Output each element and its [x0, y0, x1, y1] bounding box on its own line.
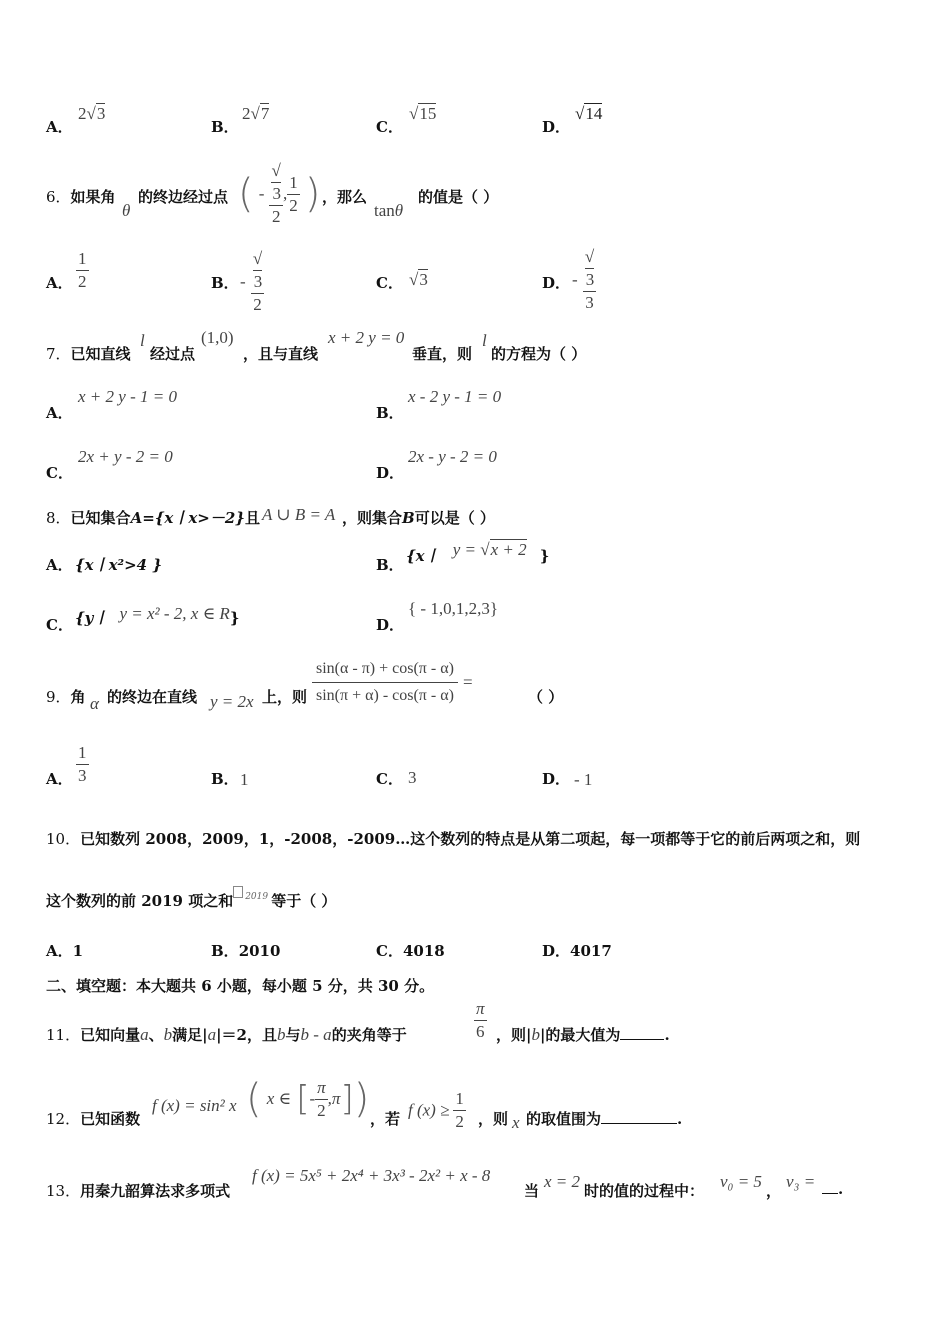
- q6-text3: ，那么: [322, 188, 368, 206]
- q10-option-d-value: 4017: [570, 942, 612, 960]
- q5-option-d-value: [575, 104, 602, 124]
- q9-option-d-label: D．: [542, 770, 571, 788]
- q8-text4: 可以是（ ）: [414, 509, 495, 527]
- q12-domain-pi: π: [315, 1077, 328, 1100]
- q6-option-d-num: √ 3: [583, 246, 597, 292]
- q11-tail: [496, 1024, 670, 1045]
- broken-image-icon: [233, 886, 243, 898]
- q6-option-d-minus: -: [572, 270, 578, 289]
- q6-option-c-radicand: 3: [419, 270, 428, 289]
- q7-text4: 垂直，则: [412, 345, 473, 363]
- q12-text3: ，则: [478, 1110, 509, 1128]
- q7-text2: 经过点: [150, 345, 196, 363]
- q6-tan-theta: θ: [394, 201, 404, 220]
- q6-tan-fn: tan: [374, 201, 395, 220]
- left-paren-icon: (: [238, 171, 254, 217]
- q8-text1: 已知集合: [70, 509, 131, 527]
- q11-b-minus-a: b - a: [300, 1025, 332, 1044]
- q8-option-c-value: [75, 604, 239, 628]
- q6-point-frac2-den: 2: [289, 195, 298, 215]
- q11-text5: 的夹角等于: [331, 1026, 407, 1044]
- q9-option-d-value: - 1: [574, 770, 593, 789]
- q6-point-comma: ,: [282, 184, 288, 203]
- q11-b3: b: [531, 1025, 540, 1044]
- q11-b: b: [163, 1025, 173, 1044]
- q6-number: 6．: [46, 188, 71, 206]
- q8-option-c-post: }: [229, 609, 240, 627]
- q10-line2: [46, 890, 336, 911]
- q9-text2: 的终边在直线: [107, 688, 198, 706]
- q6-point-minus: -: [258, 184, 265, 203]
- q10-line2b: 等于（ ）: [271, 892, 337, 910]
- q10-option-c-value: 4018: [402, 942, 445, 960]
- q6-option-a-label: A．: [46, 274, 73, 292]
- right-bracket-icon: ]: [340, 1079, 354, 1119]
- q7-l2: l: [482, 331, 487, 350]
- right-paren-icon: ): [304, 171, 321, 217]
- q6-option-a-den: 2: [78, 272, 87, 291]
- q6-point: [238, 160, 321, 226]
- q11-pi: π: [474, 998, 487, 1021]
- q8-option-b-value: [406, 540, 549, 566]
- sqrt-icon: √: [250, 104, 260, 123]
- q13-v3: v₃ =: [786, 1172, 816, 1191]
- q9-option-c-value: 3: [408, 768, 417, 787]
- q11-end: .: [664, 1026, 670, 1044]
- q12-text4: 的取值围为: [526, 1110, 602, 1128]
- q9-option-a-den: 3: [78, 766, 87, 785]
- q5-option-d-radicand: 14: [585, 104, 603, 123]
- q11-a2: a: [207, 1025, 217, 1044]
- q7-line: x + 2 y = 0: [328, 328, 405, 347]
- q7-option-c-value: 2x + y - 2 = 0: [78, 447, 173, 466]
- q7-option-a-label: A．: [46, 404, 73, 422]
- q12-cond: [408, 1088, 466, 1133]
- left-paren-icon: (: [246, 1076, 262, 1122]
- q11-number: 11．: [46, 1026, 81, 1044]
- q9-fraction: [312, 656, 473, 709]
- q10-s2019-image: [233, 890, 271, 908]
- q12-domain-minus: -: [309, 1089, 316, 1108]
- left-bracket-icon: [: [296, 1079, 310, 1119]
- q13-end: .: [838, 1180, 844, 1198]
- q6-option-b-label: B．: [211, 274, 239, 292]
- q8-option-d-value: { - 1,0,1,2,3}: [408, 599, 498, 618]
- q9-text1: 角: [70, 688, 86, 706]
- q8-text2: 且: [244, 509, 260, 527]
- section-heading: 二、填空题：本大题共 6 小题，每小题 5 分，共 30 分。: [46, 977, 435, 995]
- q13-answer-blank[interactable]: [822, 1193, 838, 1194]
- q6-option-d-value: [572, 246, 596, 314]
- q9-alpha: α: [90, 694, 99, 713]
- q11-six: 6: [476, 1022, 485, 1041]
- q12-domain-two: 2: [317, 1100, 326, 1120]
- q13-text3: 时的值的过程中：: [584, 1182, 705, 1200]
- q6-text4: 的值是（ ）: [418, 188, 499, 206]
- q13-stem: [46, 1180, 230, 1201]
- q11-pi-frac: [474, 998, 487, 1043]
- sqrt-icon: √: [409, 104, 419, 123]
- q8-stem: [46, 507, 260, 528]
- q12-stem: [46, 1108, 140, 1129]
- q6-option-b-minus: -: [240, 272, 246, 291]
- q13-number: 13．: [46, 1182, 81, 1200]
- q6-option-b-num: √ 3: [251, 248, 265, 294]
- q10-option-b: B．2010: [211, 942, 281, 960]
- q12-cond-fx: f (x) ≥: [408, 1100, 450, 1120]
- q5-option-b-label: B．: [211, 118, 239, 136]
- q5-option-a-radicand: 3: [96, 104, 106, 123]
- q10-option-c: C．4018: [376, 942, 445, 960]
- q7-text5: 的方程为（ ）: [491, 345, 587, 363]
- q11-text6: ，则|: [496, 1026, 532, 1044]
- q8-set-a: A={x丨x>－2}: [130, 509, 245, 527]
- q12-text2: ，若: [370, 1110, 401, 1128]
- sqrt-icon: √: [409, 270, 419, 289]
- q6-point-frac1-num: √ 3: [269, 160, 283, 206]
- q6-theta: θ: [122, 201, 131, 220]
- q8-option-b-math: y =: [452, 540, 481, 559]
- q10-option-b-value: 2010: [238, 942, 281, 960]
- q11-text3: |＝2，且: [216, 1026, 277, 1044]
- q6-point-frac1: [269, 160, 283, 228]
- q9-stem: [46, 686, 86, 707]
- q8-text3: ，则集合: [342, 509, 403, 527]
- q10-line2a: 这个数列的前 2019 项之和: [46, 892, 234, 910]
- q13-text1: 用秦九韶算法求多项式: [80, 1182, 231, 1200]
- q12-domain-x: x ∈: [266, 1089, 292, 1108]
- q9-option-a-label: A．: [46, 770, 73, 788]
- q9-text3: 上，则: [262, 688, 308, 706]
- q9-option-b-value: 1: [240, 770, 249, 789]
- q7-option-c-label: C．: [46, 464, 73, 482]
- q11-b2: b: [277, 1025, 286, 1044]
- q9-line: y = 2x: [210, 692, 254, 711]
- q9-option-c-label: C．: [376, 770, 403, 788]
- q6-point-frac1-den: 2: [271, 207, 281, 226]
- q5-option-c-label: C．: [376, 118, 403, 136]
- q8-option-b-post: }: [539, 547, 550, 565]
- q8-b: B: [402, 509, 415, 527]
- q13-tail: [822, 1180, 843, 1198]
- q11-a: a: [140, 1025, 149, 1044]
- q8-option-b-label: B．: [376, 556, 404, 574]
- q6-option-a-num: 1: [76, 248, 89, 271]
- q6-option-a-value: [76, 248, 89, 293]
- q8-option-c-label: C．: [46, 616, 73, 634]
- q6-point-frac2-num: 1: [287, 172, 300, 195]
- q7-option-a-value: x + 2 y - 1 = 0: [78, 387, 177, 406]
- q5-option-b-radicand: 7: [260, 104, 270, 123]
- q13-v0: v₀ = 5: [720, 1172, 762, 1191]
- q11-text7: |的最大值为: [539, 1026, 621, 1044]
- q10-option-a: A．1: [46, 942, 84, 960]
- q9-option-b-label: B．: [211, 770, 239, 788]
- q10-line1: [46, 828, 860, 849]
- q5-option-a-value: [78, 104, 105, 124]
- q9-text4: （ ）: [528, 688, 564, 706]
- q7-point: (1,0): [201, 328, 234, 347]
- q10-number: 10．: [46, 830, 81, 848]
- q6-option-d-den: 3: [585, 293, 594, 312]
- q9-number: 9．: [46, 688, 71, 706]
- q7-option-b-value: x - 2 y - 1 = 0: [408, 387, 502, 406]
- q7-option-b-label: B．: [376, 404, 404, 422]
- q8-text3-wrap: [342, 507, 495, 528]
- q8-option-c-math: y = x² - 2, x ∈ R: [119, 604, 230, 623]
- q6-option-b-value: [240, 248, 264, 316]
- q6-text1: 如果角: [70, 188, 116, 206]
- q10-option-d: D．4017: [542, 942, 612, 960]
- q6-tan: [374, 201, 403, 221]
- q12-answer-blank[interactable]: [601, 1123, 677, 1124]
- q8-union: A ∪ B = A: [262, 505, 336, 524]
- sqrt-icon: √: [575, 104, 585, 123]
- q7-text3: ，且与直线: [243, 345, 319, 363]
- q9-option-a-num: 1: [76, 742, 89, 765]
- q6-stem: [46, 186, 116, 207]
- q7-stem: [46, 343, 131, 364]
- q6-text2: 的终边经过点: [138, 188, 229, 206]
- q9-denominator: sin(π + α) - cos(π - α): [316, 687, 454, 704]
- q12-x: x: [512, 1113, 520, 1132]
- q5-option-a-coef: 2: [78, 104, 87, 123]
- q5-option-b-value: [242, 104, 269, 124]
- q12-half-num: 1: [453, 1088, 466, 1111]
- q7-number: 7．: [46, 345, 71, 363]
- q11-text1: 已知向量: [80, 1026, 141, 1044]
- q10-s2019-sub: 2019: [245, 892, 269, 902]
- q5-option-c-value: [409, 104, 436, 124]
- q8-option-c-pre: {y丨: [75, 609, 109, 627]
- q12-half-den: 2: [455, 1112, 464, 1131]
- q6-option-c-label: C．: [376, 274, 403, 292]
- q8-option-a-label: A．: [46, 556, 73, 574]
- q5-option-d-label: D．: [542, 118, 571, 136]
- q12-text1: 已知函数: [80, 1110, 141, 1128]
- q6-option-c-value: [409, 270, 428, 290]
- q9-option-a-value: [76, 742, 89, 787]
- q5-option-b-coef: 2: [242, 104, 251, 123]
- sqrt-icon: √: [480, 540, 490, 559]
- q12-fx: f (x) = sin² x: [152, 1096, 237, 1115]
- q12-domain-end: ,π: [327, 1089, 341, 1108]
- right-paren-icon: ): [353, 1076, 370, 1122]
- q12-tail: [526, 1108, 682, 1129]
- q8-option-b-radicand: x + 2: [490, 540, 527, 559]
- q8-option-a-value: {x丨x²>4 }: [75, 556, 162, 574]
- q8-option-b-pre: {x丨: [406, 547, 440, 565]
- q11-text2: 满足|: [172, 1026, 208, 1044]
- q8-number: 8．: [46, 509, 71, 527]
- q11-sep: 、: [148, 1026, 164, 1044]
- q12-end: .: [677, 1110, 683, 1128]
- q9-eq: =: [463, 672, 473, 692]
- q6-point-frac2: [287, 172, 300, 217]
- q7-option-d-label: D．: [376, 464, 405, 482]
- q13-comma: ，: [766, 1182, 782, 1200]
- q7-l: l: [140, 331, 145, 350]
- q12-domain: [246, 1076, 369, 1136]
- q11-answer-blank[interactable]: [620, 1039, 664, 1040]
- q13-text2: 当: [524, 1182, 540, 1200]
- q7-text1: 已知直线: [70, 345, 131, 363]
- q10-option-a-value: 1: [72, 942, 84, 960]
- q5-option-c-radicand: 15: [419, 104, 437, 123]
- q8-option-d-label: D．: [376, 616, 405, 634]
- q11-stem: [46, 1024, 407, 1045]
- q5-option-a-label: A．: [46, 118, 73, 136]
- q6-option-b-den: 2: [253, 295, 262, 314]
- sqrt-icon: √: [86, 104, 96, 123]
- q10-line1-text: 已知数列 2008，2009，1，-2008，-2009…这个数列的特点是从第二项起，每一项都等于它的前后两项之和，则: [80, 830, 861, 848]
- q12-number: 12．: [46, 1110, 81, 1128]
- q9-numerator: sin(α - π) + cos(π - α): [312, 656, 458, 683]
- q6-option-d-label: D．: [542, 274, 571, 292]
- q13-poly: f (x) = 5x⁵ + 2x⁴ + 3x³ - 2x² + x - 8: [252, 1166, 491, 1185]
- q11-text4: 与: [285, 1026, 301, 1044]
- q7-option-d-value: 2x - y - 2 = 0: [408, 447, 497, 466]
- q13-xeq: x = 2: [544, 1172, 581, 1191]
